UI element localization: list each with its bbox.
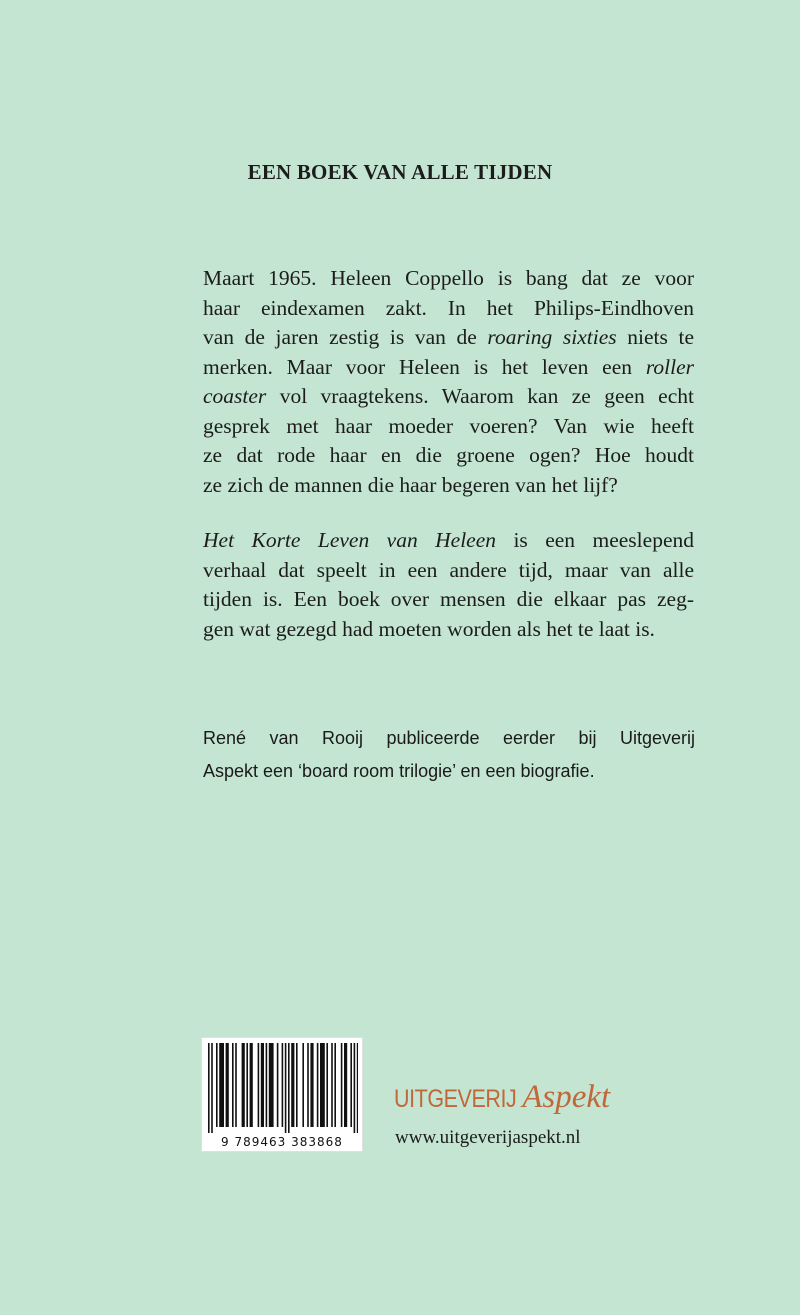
barcode-bar	[235, 1043, 237, 1127]
synopsis-italic-phrase: roller	[645, 354, 694, 379]
synopsis-text: van de jaren zestig is van de	[203, 325, 488, 349]
synopsis-line	[203, 382, 694, 412]
synopsis-line	[203, 323, 694, 353]
synopsis-line: haar eindexamen zakt. In het Philips-Eindhoven	[203, 295, 694, 320]
barcode-bar	[285, 1043, 287, 1133]
barcode-bar	[288, 1043, 290, 1133]
back-cover-heading: EEN BOEK VAN ALLE TIJDEN	[247, 160, 553, 184]
barcode-bar	[341, 1043, 343, 1127]
publisher-name-script: Aspekt	[522, 1079, 611, 1115]
publisher-logo	[394, 1079, 610, 1116]
synopsis-paragraph	[203, 264, 694, 500]
description-line: verhaal dat speelt in een andere tijd, maar van alle	[203, 557, 694, 582]
description-line: tijden is. Een boek over mensen die elkaar pas zeg-	[203, 587, 694, 611]
barcode-bar	[258, 1043, 260, 1127]
barcode-bar	[250, 1043, 253, 1127]
synopsis-line: gesprek met haar moeder voeren? Van wie heeft	[203, 413, 694, 438]
barcode-bar	[344, 1043, 347, 1127]
barcode-bar	[331, 1043, 333, 1127]
barcode-bar	[246, 1043, 248, 1127]
author-note-line: Aspekt een ‘board room trilogie’ en een biografie.	[203, 761, 595, 781]
barcode-bars	[208, 1043, 358, 1133]
publisher-website: www.uitgeverijaspekt.nl	[395, 1127, 581, 1148]
barcode-bar	[216, 1043, 218, 1127]
barcode-bar	[232, 1043, 234, 1127]
barcode-bar	[357, 1043, 358, 1133]
synopsis-line: ze dat rode haar en die groene ogen? Hoe houdt	[203, 443, 694, 467]
barcode-bar	[296, 1043, 298, 1127]
barcode-bar	[310, 1043, 313, 1127]
barcode-bar	[277, 1043, 279, 1127]
description-line	[203, 526, 694, 556]
isbn-barcode	[201, 1037, 363, 1152]
barcode-bar	[242, 1043, 245, 1127]
synopsis-line: Maart 1965. Heleen Coppello is bang dat ze voor	[203, 266, 694, 290]
barcode-bar	[291, 1043, 294, 1127]
barcode-bar	[219, 1043, 224, 1127]
barcode-bar	[307, 1043, 309, 1127]
barcode-bar	[211, 1043, 213, 1133]
barcode-bar	[208, 1043, 210, 1133]
barcode-bar	[317, 1043, 319, 1127]
publisher-name: UITGEVERIJ	[394, 1085, 517, 1113]
barcode-bar	[226, 1043, 229, 1127]
synopsis-text: vol vraagtekens. Waarom kan ze geen echt	[266, 384, 694, 408]
barcode-bar	[266, 1043, 268, 1127]
description-text: is een meeslepend	[496, 528, 694, 552]
barcode-bar	[354, 1043, 356, 1133]
barcode-bar	[326, 1043, 328, 1127]
synopsis-line	[203, 353, 694, 383]
barcode-bar	[334, 1043, 336, 1127]
synopsis-text: niets te	[616, 325, 694, 349]
book-title-italic: Het Korte Leven van Heleen	[203, 528, 497, 552]
synopsis-line: ze zich de mannen die haar begeren van het lijf?	[203, 472, 618, 497]
author-note-line: René van Rooij publiceerde eerder bij Uitgeverij	[203, 728, 695, 748]
barcode-bar	[320, 1043, 325, 1127]
isbn-number: 9 789463 383868	[221, 1135, 343, 1149]
synopsis-text: merken. Maar voor Heleen is het leven een	[203, 354, 646, 379]
barcode-bar	[269, 1043, 274, 1127]
barcode-bar	[261, 1043, 264, 1127]
barcode-bar	[282, 1043, 284, 1127]
author-note	[203, 722, 695, 788]
barcode-bar	[302, 1043, 304, 1127]
barcode-bar	[350, 1043, 352, 1127]
synopsis-italic-phrase: roaring sixties	[487, 325, 617, 349]
description-paragraph	[203, 526, 694, 644]
synopsis-italic-phrase: coaster	[203, 384, 267, 408]
description-line: gen wat gezegd had moeten worden als het te laat is.	[203, 616, 655, 641]
